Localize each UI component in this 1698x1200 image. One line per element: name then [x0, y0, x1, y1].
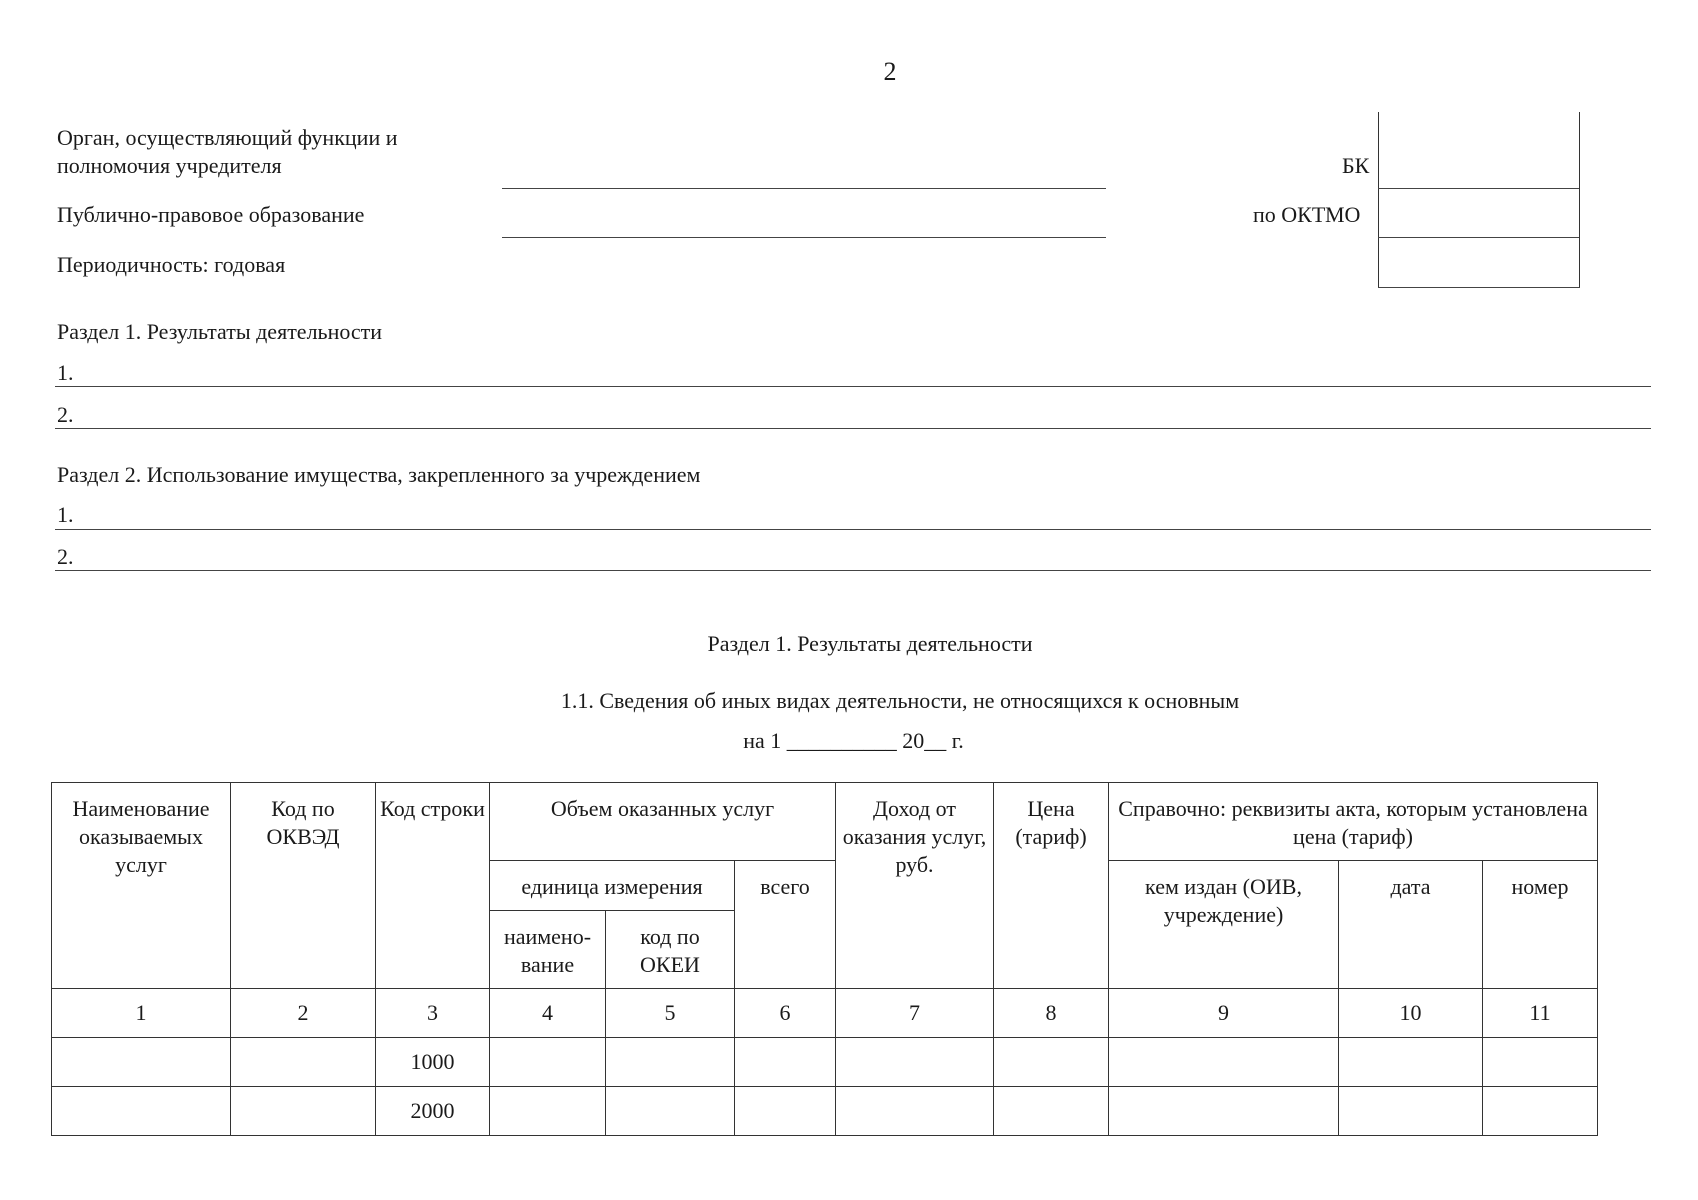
cell-unit-name[interactable] [490, 1087, 606, 1136]
column-number: 10 [1339, 989, 1483, 1038]
cell-price[interactable] [994, 1087, 1109, 1136]
header-volume: Объем оказанных услуг [490, 783, 836, 861]
municipality-fill-line[interactable] [502, 237, 1106, 238]
section-subtitle: 1.1. Сведения об иных видах деятельности, не относящихся к основным [560, 688, 1240, 713]
column-number: 8 [994, 989, 1109, 1038]
cell-issued-by[interactable] [1109, 1038, 1339, 1087]
date-line: на 1 __________ 20__ г. [743, 728, 964, 753]
table-row [52, 1038, 1598, 1087]
column-numbers-row [52, 989, 1598, 1038]
column-number: 4 [490, 989, 606, 1038]
summary-section2-item: 1. [57, 502, 74, 527]
column-number: 2 [231, 989, 376, 1038]
cell-service-name[interactable] [52, 1038, 231, 1087]
oktmo-label: по ОКТМО [1253, 202, 1361, 227]
header-service-name: Наименование оказываемых услуг [52, 783, 231, 989]
summary-section2-title: Раздел 2. Использование имущества, закрепленного за учреждением [57, 462, 701, 487]
cell-issued-by[interactable] [1109, 1087, 1339, 1136]
municipality-label: Публично-правовое образование [57, 202, 365, 227]
summary-section1-item: 2. [57, 402, 74, 427]
cell-unit-name[interactable] [490, 1038, 606, 1087]
header-unit-okei: код по ОКЕИ [606, 911, 735, 989]
cell-price[interactable] [994, 1038, 1109, 1087]
header-price: Цена (тариф) [994, 783, 1109, 989]
column-number: 7 [836, 989, 994, 1038]
header-unit: единица измерения [490, 861, 735, 911]
bk-label: БК [1342, 153, 1370, 178]
summary-section1-line[interactable] [55, 428, 1651, 429]
founder-fill-line[interactable] [502, 188, 1106, 189]
cell-service-name[interactable] [52, 1087, 231, 1136]
periodicity-label: Периодичность: годовая [57, 252, 286, 277]
cell-total[interactable] [735, 1087, 836, 1136]
summary-section1-line[interactable] [55, 386, 1651, 387]
header-reference: Справочно: реквизиты акта, которым установлена цена (тариф) [1109, 783, 1598, 861]
summary-section2-item: 2. [57, 544, 74, 569]
column-number: 6 [735, 989, 836, 1038]
table-row [52, 1087, 1598, 1136]
column-number: 3 [376, 989, 490, 1038]
header-okved: Код по ОКВЭД [231, 783, 376, 989]
cell-unit-okei[interactable] [606, 1038, 735, 1087]
cell-income[interactable] [836, 1087, 994, 1136]
header-unit-name: наимено- вание [490, 911, 606, 989]
summary-section2-line[interactable] [55, 570, 1651, 571]
cell-total[interactable] [735, 1038, 836, 1087]
header-line-code: Код строки [376, 783, 490, 989]
page-number: 2 [883, 57, 897, 86]
founder-label-line1: Орган, осуществляющий функции и [57, 125, 398, 150]
cell-number[interactable] [1483, 1087, 1598, 1136]
summary-section1-title: Раздел 1. Результаты деятельности [57, 319, 383, 344]
services-table [51, 782, 1598, 1136]
header-date: дата [1339, 861, 1483, 989]
codes-box-right-border [1579, 112, 1580, 288]
column-number: 1 [52, 989, 231, 1038]
summary-section2-line[interactable] [55, 529, 1651, 530]
header-issued-by: кем издан (ОИВ, учреждение) [1109, 861, 1339, 989]
cell-income[interactable] [836, 1038, 994, 1087]
summary-section1-item: 1. [57, 360, 74, 385]
codes-box-left-border [1378, 112, 1379, 288]
founder-label-line2: полномочия учредителя [57, 153, 282, 178]
cell-date[interactable] [1339, 1038, 1483, 1087]
cell-date[interactable] [1339, 1087, 1483, 1136]
section-title: Раздел 1. Результаты деятельности [707, 631, 1033, 656]
cell-okved[interactable] [231, 1038, 376, 1087]
header-number: номер [1483, 861, 1598, 989]
column-number: 5 [606, 989, 735, 1038]
bk-value-cell[interactable] [1378, 188, 1579, 189]
cell-okved[interactable] [231, 1087, 376, 1136]
header-total: всего [735, 861, 836, 989]
cell-unit-okei[interactable] [606, 1087, 735, 1136]
codes-box-bottom-border [1378, 287, 1580, 288]
cell-number[interactable] [1483, 1038, 1598, 1087]
column-number: 9 [1109, 989, 1339, 1038]
header-income: Доход от оказания услуг, руб. [836, 783, 994, 989]
oktmo-value-cell[interactable] [1378, 237, 1579, 238]
column-number: 11 [1483, 989, 1598, 1038]
cell-line-code: 1000 [376, 1038, 490, 1087]
cell-line-code: 2000 [376, 1087, 490, 1136]
